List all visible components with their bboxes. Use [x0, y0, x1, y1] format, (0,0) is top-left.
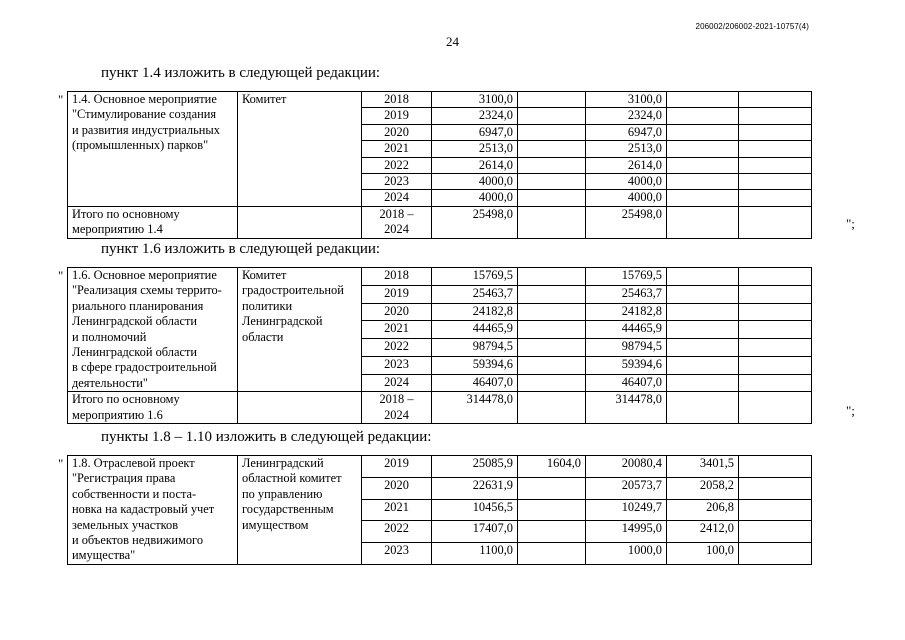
other-cell	[739, 92, 812, 108]
summary-total-cell: 25498,0	[432, 206, 518, 238]
other-cell	[739, 124, 812, 140]
regional-cell: 44465,9	[586, 321, 667, 339]
total-cell: 2513,0	[432, 141, 518, 157]
federal-cell	[518, 321, 586, 339]
local-cell	[667, 141, 739, 157]
page-number: 24	[446, 34, 459, 49]
section-heading-1-4: пункт 1.4 изложить в следующей редакции:	[101, 65, 381, 81]
other-cell	[739, 141, 812, 157]
regional-cell: 24182,8	[586, 303, 667, 321]
year-cell: 2021	[362, 321, 432, 339]
other-cell	[739, 543, 812, 565]
total-cell: 10456,5	[432, 499, 518, 521]
regional-cell: 10249,7	[586, 499, 667, 521]
summary-label-line: мероприятию 1.6	[72, 407, 163, 422]
regional-cell: 25463,7	[586, 285, 667, 303]
measure-name-line: "Стимулирование создания	[72, 107, 217, 122]
measure-name-line: и объектов недвижимого	[72, 533, 204, 548]
regional-cell: 59394,6	[586, 356, 667, 374]
year-cell: 2019	[362, 456, 432, 478]
summary-label-line: Итого по основному	[72, 206, 180, 221]
federal-cell	[518, 477, 586, 499]
regional-cell: 4000,0	[586, 174, 667, 190]
total-cell: 25463,7	[432, 285, 518, 303]
federal-cell	[518, 543, 586, 565]
measure-name-line: 1.8. Отраслевой проект	[72, 456, 195, 470]
close-quote-1-6: ";	[846, 403, 855, 418]
local-cell: 2412,0	[667, 521, 739, 543]
federal-cell	[518, 303, 586, 321]
measure-name-line: "Реализация схемы террито-	[72, 283, 222, 298]
open-quote-1-8: "	[58, 456, 64, 471]
measure-name-line: 1.6. Основное мероприятие	[72, 268, 217, 282]
local-cell	[667, 124, 739, 140]
executor-line: Ленинградской	[242, 314, 323, 329]
regional-cell: 3100,0	[586, 92, 667, 108]
year-cell: 2021	[362, 499, 432, 521]
federal-cell	[518, 339, 586, 357]
table-row	[68, 92, 812, 108]
other-cell	[739, 174, 812, 190]
total-cell: 22631,9	[432, 477, 518, 499]
regional-cell: 14995,0	[586, 521, 667, 543]
executor-line: Комитет	[242, 268, 287, 282]
other-cell	[739, 303, 812, 321]
total-cell: 2614,0	[432, 157, 518, 173]
federal-cell	[518, 141, 586, 157]
federal-cell	[518, 285, 586, 303]
total-cell: 4000,0	[432, 174, 518, 190]
executor-cell	[238, 92, 362, 207]
local-cell	[667, 190, 739, 206]
executor-line: областной комитет	[242, 471, 342, 486]
summary-regional-cell: 25498,0	[586, 206, 667, 238]
measure-name-cell	[68, 456, 238, 565]
year-cell: 2020	[362, 477, 432, 499]
regional-cell: 6947,0	[586, 124, 667, 140]
summary-year-line: 2018 –	[379, 206, 414, 221]
regional-cell: 1000,0	[586, 543, 667, 565]
open-quote-1-6: "	[58, 268, 64, 283]
close-quote-1-4: ";	[846, 216, 855, 231]
summary-year-line: 2024	[384, 407, 409, 422]
other-cell	[739, 477, 812, 499]
regional-cell: 2513,0	[586, 141, 667, 157]
total-cell: 98794,5	[432, 339, 518, 357]
executor-line: политики	[242, 298, 293, 313]
other-cell	[739, 157, 812, 173]
total-cell: 24182,8	[432, 303, 518, 321]
summary-years-cell	[362, 392, 432, 424]
local-cell	[667, 92, 739, 108]
local-cell	[667, 285, 739, 303]
local-cell	[667, 268, 739, 286]
other-cell	[739, 108, 812, 124]
summary-row	[68, 206, 812, 238]
regional-cell: 15769,5	[586, 268, 667, 286]
measure-name-line: риального планирования	[72, 298, 204, 313]
year-cell: 2024	[362, 374, 432, 392]
table-row	[68, 456, 812, 478]
open-quote-1-4: "	[58, 92, 64, 107]
executor-cell	[238, 456, 362, 565]
total-cell: 3100,0	[432, 92, 518, 108]
measure-name-line: "Регистрация права	[72, 471, 176, 486]
executor-line: Ленинградский	[242, 456, 324, 470]
year-cell: 2024	[362, 190, 432, 206]
measure-name-cell	[68, 268, 238, 392]
other-cell	[739, 374, 812, 392]
other-cell	[739, 356, 812, 374]
executor-line: области	[242, 329, 284, 344]
table-1-8	[67, 455, 812, 565]
year-cell: 2020	[362, 124, 432, 140]
regional-cell: 2324,0	[586, 108, 667, 124]
federal-cell	[518, 356, 586, 374]
year-cell: 2021	[362, 141, 432, 157]
summary-federal-cell	[518, 206, 586, 238]
other-cell	[739, 456, 812, 478]
local-cell: 100,0	[667, 543, 739, 565]
other-cell	[739, 268, 812, 286]
measure-name-line: и полномочий	[72, 329, 147, 344]
measure-name-line: в сфере градостроительной	[72, 360, 217, 375]
total-cell: 46407,0	[432, 374, 518, 392]
federal-cell	[518, 521, 586, 543]
measure-name-line: новка на кадастровый учет	[72, 502, 215, 517]
summary-other-cell	[739, 392, 812, 424]
table-row	[68, 268, 812, 286]
summary-total-cell: 314478,0	[432, 392, 518, 424]
federal-cell	[518, 268, 586, 286]
federal-cell	[518, 174, 586, 190]
federal-cell	[518, 190, 586, 206]
summary-row	[68, 392, 812, 424]
local-cell: 206,8	[667, 499, 739, 521]
executor-line: государственным	[242, 502, 334, 517]
total-cell: 2324,0	[432, 108, 518, 124]
table-1-4	[67, 91, 812, 239]
local-cell	[667, 356, 739, 374]
summary-local-cell	[667, 206, 739, 238]
measure-name-line: (промышленных) парков"	[72, 138, 209, 153]
total-cell: 17407,0	[432, 521, 518, 543]
other-cell	[739, 190, 812, 206]
summary-label-line: Итого по основному	[72, 392, 180, 407]
year-cell: 2023	[362, 543, 432, 565]
federal-cell: 1604,0	[518, 456, 586, 478]
executor-line: по управлению	[242, 486, 323, 501]
year-cell: 2022	[362, 339, 432, 357]
regional-cell: 20080,4	[586, 456, 667, 478]
federal-cell	[518, 499, 586, 521]
local-cell: 3401,5	[667, 456, 739, 478]
summary-executor-cell	[238, 206, 362, 238]
other-cell	[739, 339, 812, 357]
total-cell: 44465,9	[432, 321, 518, 339]
measure-name-cell	[68, 92, 238, 207]
total-cell: 25085,9	[432, 456, 518, 478]
local-cell	[667, 321, 739, 339]
year-cell: 2022	[362, 521, 432, 543]
local-cell	[667, 108, 739, 124]
executor-line: имуществом	[242, 517, 309, 532]
local-cell	[667, 303, 739, 321]
total-cell: 1100,0	[432, 543, 518, 565]
measure-name-line: и развития индустриальных	[72, 122, 220, 137]
regional-cell: 20573,7	[586, 477, 667, 499]
year-cell: 2018	[362, 92, 432, 108]
executor-line: Комитет	[242, 92, 287, 106]
year-cell: 2020	[362, 303, 432, 321]
total-cell: 15769,5	[432, 268, 518, 286]
year-cell: 2019	[362, 108, 432, 124]
measure-name-line: 1.4. Основное мероприятие	[72, 92, 217, 106]
regional-cell: 46407,0	[586, 374, 667, 392]
summary-label-line: мероприятию 1.4	[72, 222, 163, 237]
executor-line: градостроительной	[242, 283, 344, 298]
measure-name-line: деятельности"	[72, 375, 148, 390]
document-id: 206002/206002-2021-10757(4)	[695, 22, 809, 31]
measure-name-line: собственности и поста-	[72, 486, 197, 501]
measure-name-line: земельных участков	[72, 517, 179, 532]
executor-cell	[238, 268, 362, 392]
other-cell	[739, 521, 812, 543]
other-cell	[739, 321, 812, 339]
total-cell: 59394,6	[432, 356, 518, 374]
federal-cell	[518, 92, 586, 108]
measure-name-line: имущества"	[72, 548, 136, 563]
summary-label-cell	[68, 392, 238, 424]
year-cell: 2023	[362, 356, 432, 374]
section-heading-1-8: пункты 1.8 – 1.10 изложить в следующей редакции:	[101, 429, 432, 445]
total-cell: 4000,0	[432, 190, 518, 206]
local-cell	[667, 157, 739, 173]
year-cell: 2018	[362, 268, 432, 286]
federal-cell	[518, 124, 586, 140]
regional-cell: 98794,5	[586, 339, 667, 357]
federal-cell	[518, 374, 586, 392]
other-cell	[739, 285, 812, 303]
measure-name-line: Ленинградской области	[72, 314, 198, 329]
local-cell: 2058,2	[667, 477, 739, 499]
summary-year-line: 2018 –	[379, 392, 414, 407]
year-cell: 2022	[362, 157, 432, 173]
local-cell	[667, 174, 739, 190]
regional-cell: 4000,0	[586, 190, 667, 206]
summary-year-line: 2024	[384, 222, 409, 237]
federal-cell	[518, 157, 586, 173]
summary-local-cell	[667, 392, 739, 424]
table-1-6	[67, 267, 812, 424]
section-heading-1-6: пункт 1.6 изложить в следующей редакции:	[101, 241, 381, 257]
year-cell: 2019	[362, 285, 432, 303]
summary-executor-cell	[238, 392, 362, 424]
local-cell	[667, 339, 739, 357]
summary-label-cell	[68, 206, 238, 238]
summary-federal-cell	[518, 392, 586, 424]
summary-other-cell	[739, 206, 812, 238]
local-cell	[667, 374, 739, 392]
federal-cell	[518, 108, 586, 124]
summary-regional-cell: 314478,0	[586, 392, 667, 424]
other-cell	[739, 499, 812, 521]
total-cell: 6947,0	[432, 124, 518, 140]
regional-cell: 2614,0	[586, 157, 667, 173]
summary-years-cell	[362, 206, 432, 238]
year-cell: 2023	[362, 174, 432, 190]
measure-name-line: Ленинградской области	[72, 345, 198, 360]
